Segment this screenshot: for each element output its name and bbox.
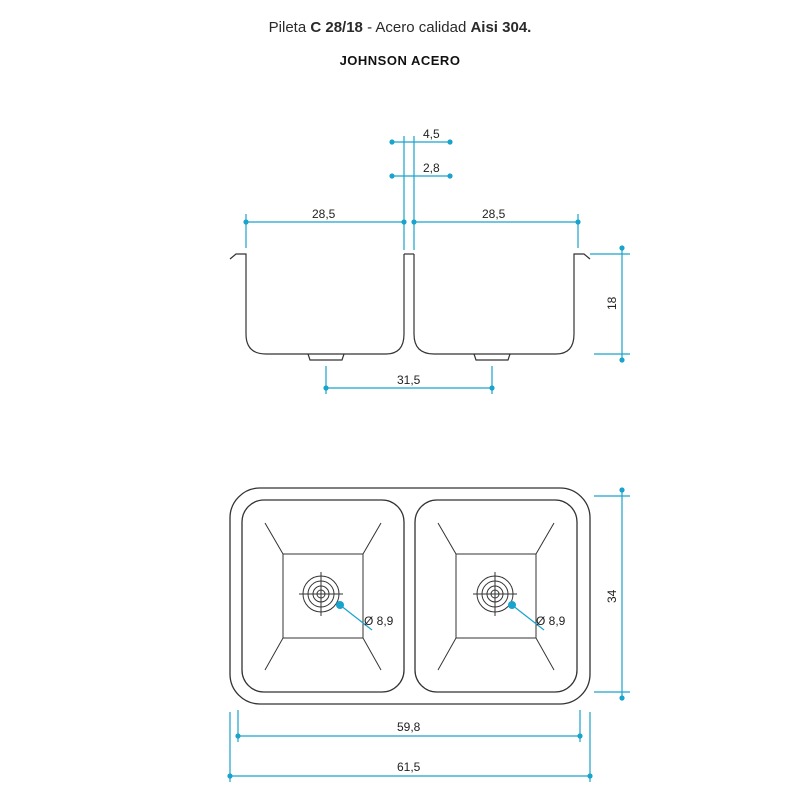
title-steel: Aisi 304. xyxy=(470,19,532,36)
left-drain-icon xyxy=(299,572,343,616)
label-divider: 2,8 xyxy=(423,161,440,175)
side-rim-right xyxy=(574,254,590,262)
label-right-bowl-width: 28,5 xyxy=(482,207,506,221)
label-top-depth: 34 xyxy=(605,589,619,603)
side-rim-left xyxy=(230,254,246,262)
left-bowl-slopes xyxy=(265,523,381,670)
title-prefix: Pileta xyxy=(268,19,311,36)
right-drain-marker xyxy=(508,601,516,609)
top-dimensions xyxy=(230,490,630,782)
brand-name: JOHNSON ACERO xyxy=(339,53,461,68)
side-right-drain xyxy=(474,354,510,360)
side-left-bowl xyxy=(246,254,404,354)
label-drain-spacing: 31,5 xyxy=(397,373,421,387)
label-top-gap: 4,5 xyxy=(423,127,440,141)
right-bowl-flat xyxy=(456,554,536,638)
right-drain-icon xyxy=(473,572,517,616)
label-side-depth: 18 xyxy=(605,296,619,310)
label-inner-width: 59,8 xyxy=(397,720,421,734)
top-right-bowl xyxy=(415,500,577,692)
right-bowl-slopes xyxy=(438,523,554,670)
side-right-bowl xyxy=(414,254,574,354)
title-model: C 28/18 xyxy=(310,19,363,36)
left-bowl-flat xyxy=(283,554,363,638)
label-outer-width: 61,5 xyxy=(397,760,421,774)
left-drain-marker xyxy=(336,601,344,609)
side-view xyxy=(230,254,590,360)
side-left-drain xyxy=(308,354,344,360)
label-left-drain-diameter: Ø 8,9 xyxy=(364,614,394,628)
top-left-bowl xyxy=(242,500,404,692)
label-left-bowl-width: 28,5 xyxy=(312,207,336,221)
title-middle: - Acero calidad xyxy=(362,19,471,36)
label-right-drain-diameter: Ø 8,9 xyxy=(536,614,566,628)
